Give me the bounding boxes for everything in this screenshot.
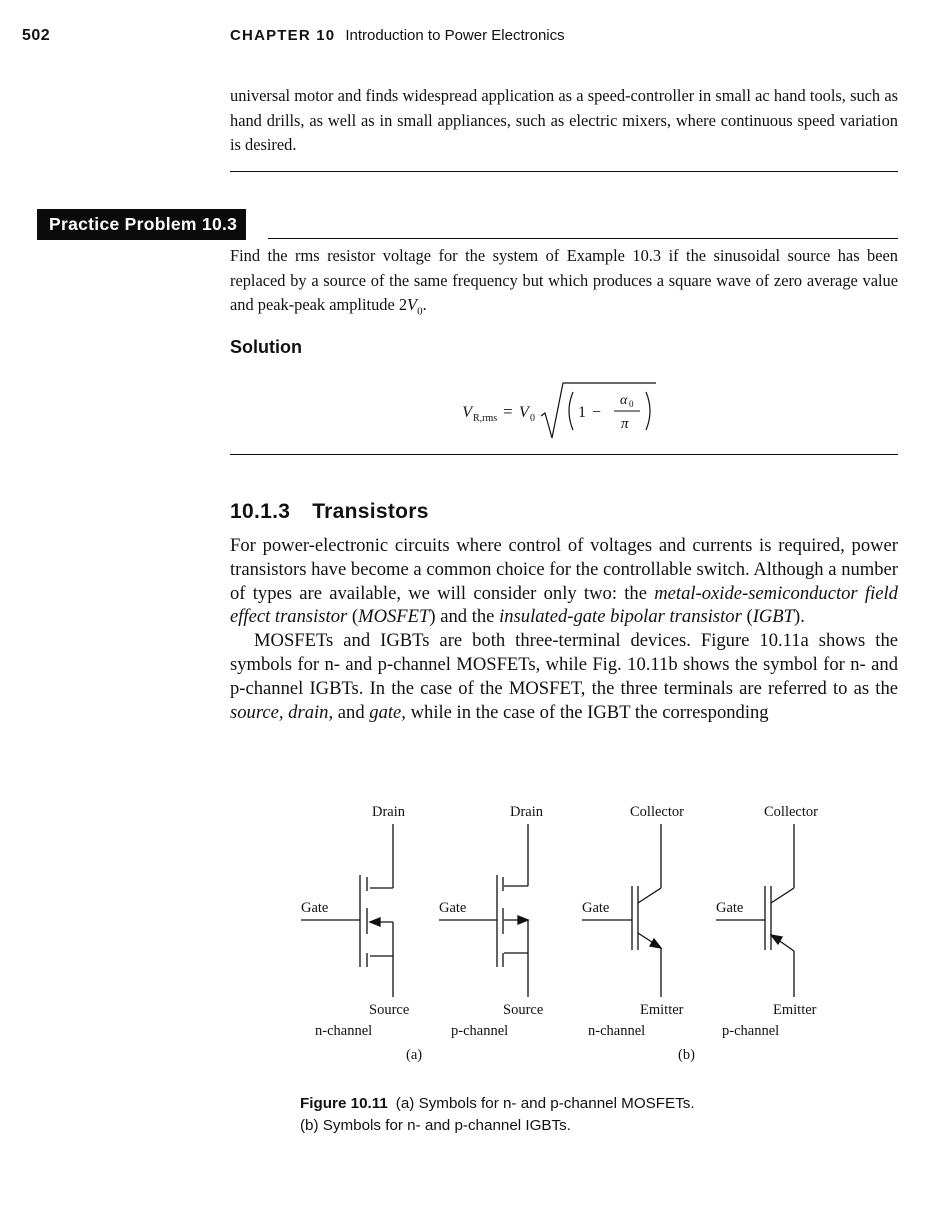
divider	[230, 454, 898, 455]
igbt-n-gate-label: Gate	[582, 900, 610, 916]
svg-text:α: α	[620, 393, 628, 408]
subfigure-a-label: (a)	[406, 1047, 423, 1063]
page-number: 502	[22, 27, 51, 44]
svg-text:0: 0	[530, 413, 535, 424]
rms-voltage-equation	[0, 380, 936, 440]
svg-text:−: −	[592, 404, 602, 421]
igbt-n-type-label: n-channel	[588, 1023, 646, 1039]
mosfet-p-type-label: p-channel	[451, 1023, 509, 1039]
igbt-p-gate-label: Gate	[716, 900, 744, 916]
igbt-n-emitter-label: Emitter	[640, 1002, 684, 1018]
mosfet-n-type-label: n-channel	[315, 1023, 373, 1039]
paragraph-1: For power-electronic circuits where control of voltages and currents is required, power transistors have become a common choice for the controllable switch. Although a number of types are available, we will consider only two: the metal-oxide-semiconductor field effect transistor (MOSFET) and the insulated-gate bipolar transistor (IGBT).	[230, 535, 898, 628]
svg-text:V: V	[462, 404, 472, 421]
chapter-title: Introduction to Power Electronics	[345, 27, 565, 44]
divider	[230, 171, 898, 172]
intro-paragraph: universal motor and finds widespread application as a speed-controller in small ac hand tools, such as hand drills, as well as in small appliances, such as electric mixers, where continuous speed variation is desired.	[230, 86, 898, 154]
mosfet-n-gate-label: Gate	[301, 900, 329, 916]
figure-caption: Figure 10.11 (a) Symbols for n- and p-channel MOSFETs. (b) Symbols for n- and p-channel IGBTs.	[300, 1095, 695, 1134]
svg-text:π: π	[621, 416, 629, 432]
subfigure-b-label: (b)	[678, 1047, 695, 1063]
svg-text:R,rms: R,rms	[473, 413, 498, 424]
section-heading: 10.1.3 Transistors	[230, 500, 429, 523]
igbt-n-collector-label: Collector	[630, 804, 684, 820]
mosfet-p-gate-label: Gate	[439, 900, 467, 916]
paragraph-2: MOSFETs and IGBTs are both three-terminal devices. Figure 10.11a shows the symbols for n- and p-channel MOSFETs, while Fig. 10.11b shows the symbol for n- and p-channel IGBTs. In the case of the MOSFET, the three terminals are referred to as the source, drain, and gate, while in the case of the IGBT the corresponding	[230, 630, 898, 723]
section-body	[230, 534, 898, 724]
mosfet-p-source-label: Source	[503, 1002, 544, 1018]
practice-problem-title: Practice Problem 10.3	[37, 209, 246, 240]
igbt-p-type-label: p-channel	[722, 1023, 780, 1039]
practice-problem-text: Find the rms resistor voltage for the system of Example 10.3 if the sinusoidal source has been replaced by a source of the same frequency but which produces a square wave of zero average value and peak-peak amplitude $2V_0$.	[230, 246, 898, 318]
running-header	[230, 27, 565, 44]
svg-text:1: 1	[578, 404, 586, 421]
chapter-label: CHAPTER 10	[230, 27, 336, 44]
solution-heading: Solution	[230, 337, 302, 357]
mosfet-n-drain-label: Drain	[372, 804, 406, 820]
practice-problem-rule	[268, 238, 898, 239]
figure-label: Figure 10.11	[300, 1095, 388, 1112]
svg-text:V: V	[519, 404, 529, 421]
mosfet-p-drain-label: Drain	[510, 804, 544, 820]
svg-text:=: =	[503, 402, 513, 421]
svg-text:0: 0	[629, 399, 634, 409]
igbt-p-emitter-label: Emitter	[773, 1002, 817, 1018]
mosfet-n-source-label: Source	[369, 1002, 410, 1018]
igbt-p-collector-label: Collector	[764, 804, 818, 820]
